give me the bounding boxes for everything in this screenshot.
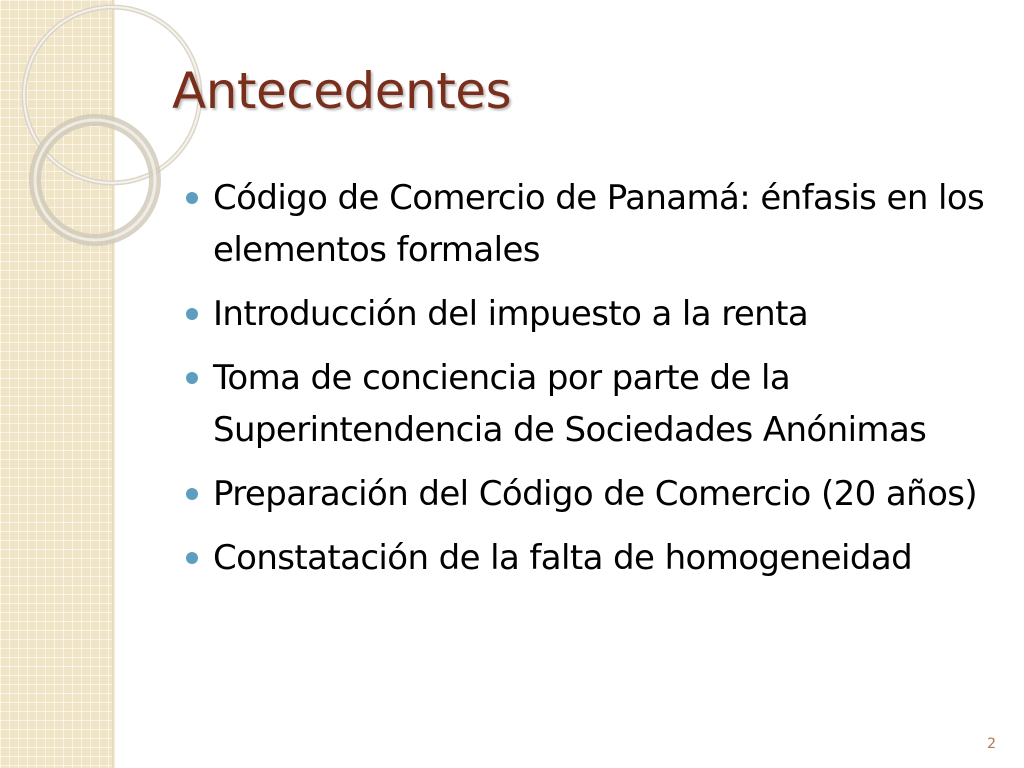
bullet-item [186, 288, 1006, 340]
page-number: 2 [987, 736, 996, 752]
bullet-text: Código de Comercio de Panamá: énfasis en los elementos formales [213, 178, 985, 270]
bullet-item [186, 468, 1006, 520]
bullet-text: Constatación de la falta de homogeneidad [213, 538, 913, 578]
bullet-text: Introducción del impuesto a la renta [213, 294, 809, 334]
bullet-dot-icon [186, 552, 198, 564]
bullet-text: Toma de conciencia por parte de la Superintendencia de Sociedades Anónimas [213, 358, 927, 450]
slide-title: Antecedentes [172, 62, 512, 120]
bullet-item [186, 532, 1006, 584]
bullet-dot-icon [186, 372, 198, 384]
bullet-dot-icon [186, 488, 198, 500]
bullet-list [186, 172, 1006, 596]
bullet-item [186, 172, 1006, 276]
bullet-text: Preparación del Código de Comercio (20 años) [213, 474, 978, 514]
bullet-dot-icon [186, 308, 198, 320]
bullet-item [186, 352, 1006, 456]
bullet-dot-icon [186, 192, 198, 204]
